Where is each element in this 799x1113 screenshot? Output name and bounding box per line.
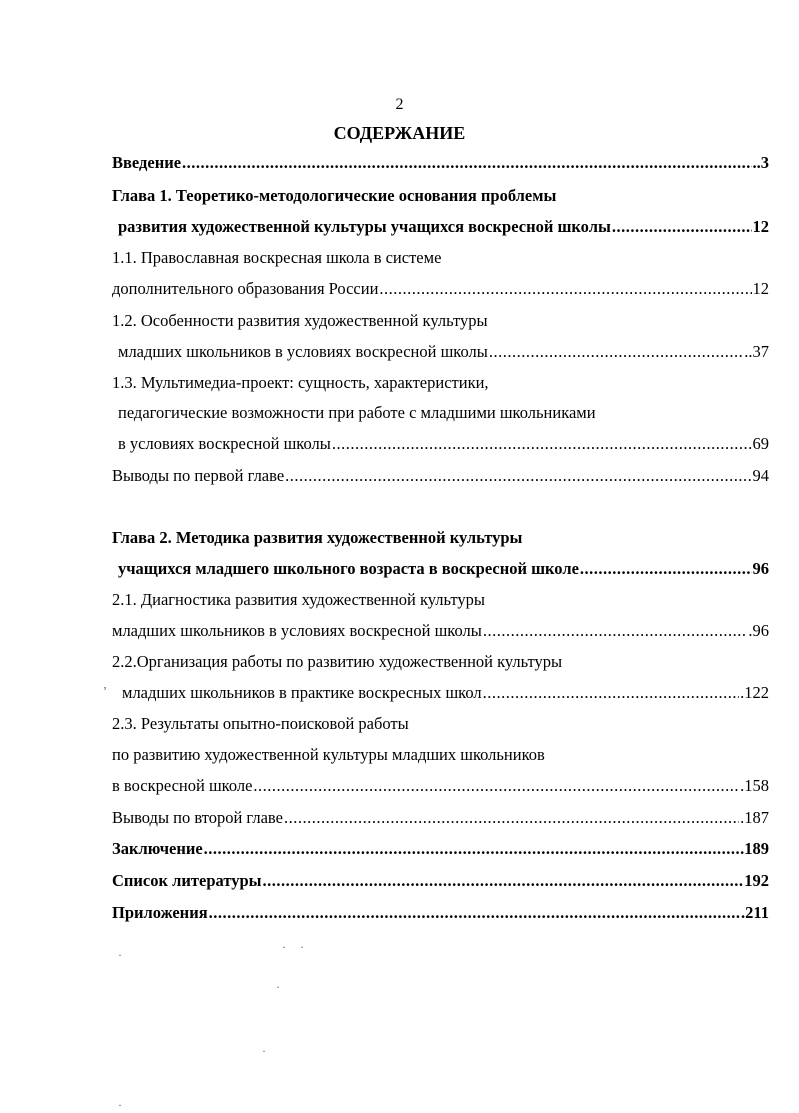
toc-entry-conclusions-2[interactable]	[112, 806, 769, 830]
scan-speck: ·	[300, 940, 304, 954]
toc-entry-page: .189	[740, 839, 769, 858]
scan-speck: ·	[282, 940, 286, 954]
page-number: 2	[395, 96, 404, 113]
dot-leader	[209, 901, 740, 925]
dot-leader	[332, 432, 752, 456]
toc-entry-title: развития художественной культуры учащихся воскресной школы	[118, 217, 611, 236]
dot-leader	[285, 464, 751, 488]
toc-entry-conclusions-1[interactable]	[112, 464, 769, 488]
dot-leader	[483, 619, 748, 643]
toc-entry-2-3-line1[interactable]: 2.3. Результаты опытно-поисковой работы	[112, 714, 409, 733]
toc-entry-title: Выводы по первой главе	[112, 466, 285, 485]
toc-entry-references[interactable]	[112, 869, 769, 893]
toc-entry-1-3-line2[interactable]: педагогические возможности при работе с младшими школьниками	[118, 403, 596, 422]
dot-leader	[284, 806, 739, 830]
dot-leader	[204, 837, 739, 861]
toc-entry-intro[interactable]	[112, 151, 769, 175]
page-title: СОДЕРЖАНИЕ	[333, 123, 466, 143]
scan-speck: ·	[118, 948, 122, 962]
toc-entry-title: в условиях воскресной школы	[118, 434, 331, 453]
dot-leader	[379, 277, 751, 301]
dot-leader	[182, 151, 751, 175]
toc-entry-title: младших школьников в практике воскресных школ	[122, 683, 482, 702]
toc-entry-page: .96	[748, 621, 769, 640]
toc-entry-chapter1-line1[interactable]: Глава 1. Теоретико-методологические основания проблемы	[112, 186, 557, 205]
toc-entry-page: 94	[752, 466, 769, 485]
toc-entry-page: 12	[752, 279, 769, 298]
toc-entry-2-1[interactable]	[112, 619, 769, 643]
toc-entry-chapter2-line1[interactable]: Глава 2. Методика развития художественной культуры	[112, 528, 523, 547]
toc-entry-1-1[interactable]	[112, 277, 769, 301]
toc-entry-title: Приложения	[112, 903, 208, 922]
scan-speck: ʼ	[103, 684, 107, 698]
toc-entry-conclusion[interactable]	[112, 837, 769, 861]
toc-entry-page: ..37	[744, 342, 769, 361]
dot-leader	[489, 340, 743, 364]
toc-entry-page: 192	[744, 871, 769, 890]
toc-entry-page: 96	[752, 559, 769, 578]
toc-entry-chapter2[interactable]	[118, 557, 769, 581]
toc-entry-appendices[interactable]	[112, 901, 769, 925]
toc-entry-page: .187	[740, 808, 769, 827]
toc-entry-page: .122	[740, 683, 769, 702]
toc-entry-1-3-line1[interactable]: 1.3. Мультимедиа-проект: сущность, характеристики,	[112, 373, 489, 392]
toc-entry-1-2-line1[interactable]: 1.2. Особенности развития художественной культуры	[112, 311, 488, 330]
dot-leader	[263, 869, 744, 893]
toc-entry-title: в воскресной школе	[112, 776, 253, 795]
toc-entry-title: учащихся младшего школьного возраста в воскресной школе	[118, 559, 579, 578]
toc-entry-title: Введение	[112, 153, 182, 172]
toc-entry-1-2[interactable]	[118, 340, 769, 364]
dot-leader	[483, 681, 740, 705]
toc-entry-2-1-line1[interactable]: 2.1. Диагностика развития художественной культуры	[112, 590, 486, 609]
toc-entry-title: младших школьников в условиях воскресной школы	[118, 342, 488, 361]
toc-entry-page: .158	[740, 776, 769, 795]
toc-entry-page: ..3	[752, 153, 769, 172]
toc-entry-page: 69	[752, 434, 769, 453]
toc-entry-title: Заключение	[112, 839, 203, 858]
toc-entry-page: 12	[752, 217, 769, 236]
toc-entry-title: младших школьников в условиях воскресной школы	[112, 621, 482, 640]
dot-leader	[580, 557, 752, 581]
dot-leader	[612, 215, 752, 239]
toc-entry-title: Выводы по второй главе	[112, 808, 283, 827]
toc-entry-chapter1[interactable]	[118, 215, 769, 239]
toc-entry-1-1-line1[interactable]: 1.1. Православная воскресная школа в системе	[112, 248, 442, 267]
scan-speck: ·	[118, 1098, 122, 1112]
toc-entry-2-3[interactable]	[112, 774, 769, 798]
scan-speck: ·	[276, 980, 280, 994]
toc-entry-1-3[interactable]	[118, 432, 769, 456]
toc-entry-2-3-line2[interactable]: по развитию художественной культуры младших школьников	[112, 745, 545, 764]
toc-entry-title: дополнительного образования России	[112, 279, 379, 298]
toc-entry-page: .211	[741, 903, 769, 922]
toc-entry-title: Список литературы	[112, 871, 262, 890]
toc-entry-2-2-line1[interactable]: 2.2.Организация работы по развитию художественной культуры	[112, 652, 563, 671]
scan-speck: ·	[262, 1044, 266, 1058]
toc-entry-2-2[interactable]	[122, 681, 769, 705]
dot-leader	[253, 774, 739, 798]
